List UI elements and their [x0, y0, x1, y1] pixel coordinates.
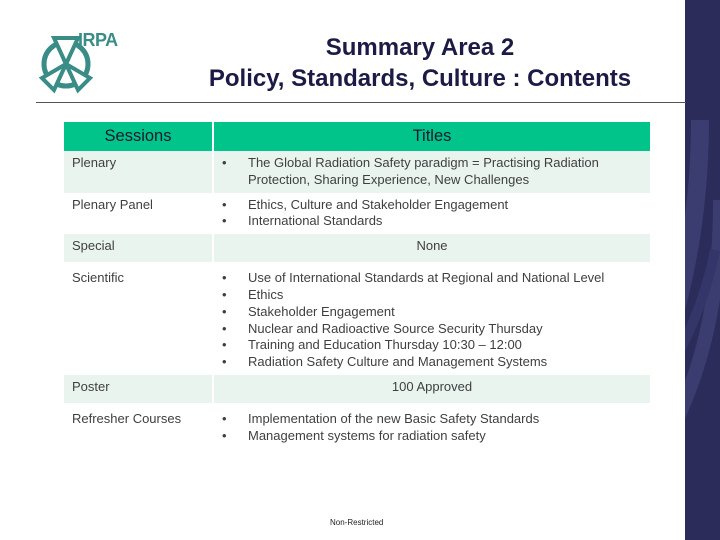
title-divider [36, 102, 686, 103]
title-items [236, 151, 650, 193]
table-row [64, 151, 650, 193]
list-item: International Standards [248, 213, 383, 229]
bullet-markers: • • [213, 193, 236, 235]
session-label: Scientific [64, 262, 213, 375]
contents-table [64, 122, 650, 451]
session-label: Refresher Courses [64, 403, 213, 451]
session-label: Plenary Panel [64, 193, 213, 235]
table-row [64, 375, 650, 403]
list-item: Implementation of the new Basic Safety Standards [248, 410, 540, 426]
table-row [64, 262, 650, 375]
session-label: Plenary [64, 151, 213, 193]
list-item: Ethics, Culture and Stakeholder Engagement [248, 196, 509, 212]
table-header-row [64, 122, 650, 151]
title-text: None [213, 234, 650, 262]
list-item: Stakeholder Engagement [248, 303, 395, 319]
title-items [236, 193, 650, 235]
header-sessions: Sessions [64, 122, 213, 151]
list-item: Radiation Safety Culture and Management Systems [248, 354, 548, 370]
title-items [236, 403, 650, 451]
list-item: Nuclear and Radioactive Source Security Thursday [248, 320, 543, 336]
classification-label: Non-Restricted [330, 518, 384, 527]
page-title [120, 32, 720, 94]
session-label: Poster [64, 375, 213, 403]
title-items [236, 262, 650, 375]
header-titles: Titles [213, 122, 650, 151]
list-item: Use of International Standards at Regional and National Level [248, 270, 605, 286]
table-row [64, 403, 650, 451]
list-item: Training and Education Thursday 10:30 – 12:00 [248, 337, 522, 353]
bullet-markers: • • • • • • [213, 262, 236, 375]
logo-text: IRPA [78, 30, 118, 50]
title-line-2: Policy, Standards, Culture : Contents [208, 65, 632, 92]
session-label: Special [64, 234, 213, 262]
list-item: The Global Radiation Safety paradigm = Practising Radiation Protection, Sharing Experience, New Challenges [248, 155, 599, 187]
title-line-1: Summary Area 2 [325, 34, 515, 61]
bullet-markers: • [213, 151, 236, 193]
bullet-markers: • • [213, 403, 236, 451]
table-row [64, 193, 650, 235]
title-text: 100 Approved [213, 375, 650, 403]
table-row [64, 234, 650, 262]
list-item: Management systems for radiation safety [248, 427, 486, 443]
list-item: Ethics [248, 286, 284, 302]
